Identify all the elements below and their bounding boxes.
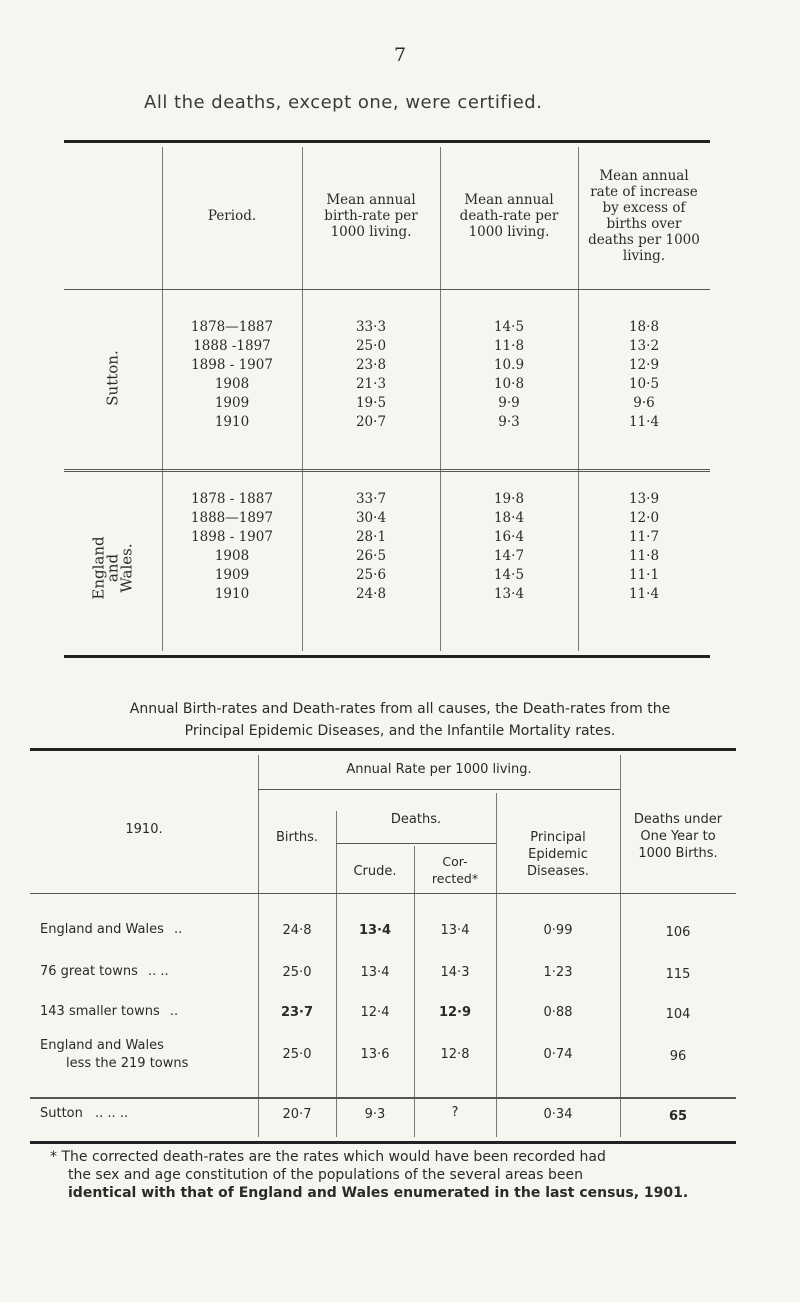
footnote-line: * The corrected death-rates are the rates which would have been recorded had: [50, 1149, 606, 1165]
header-epidemic: Principal Epidemic Diseases.: [526, 830, 590, 879]
header-rule: [64, 289, 710, 290]
row-label: England and Wales less the 219 towns: [40, 1038, 189, 1071]
rates-table: Period. Mean annual birth-rate per 1000 living. Mean annual death-rate per 1000 living. Mean annual rate of increase by excess of births over deaths per 1000 living. Sutton. 1878—1887 33·3 14·5 18·8 1888 -1897 25·0 11·8 13·2 1898 - 1907 23·8 10.9 12·9 1908 21·3 10·8 10·5 1909 19·5 9·9 9·6 1910 20·7 9·3 11·4 England and Wales. 1878 - 1887 33·7 19·8 13·9 1888—1897 30·4 18·4 12·0 1898 - 1907 28·1 16·4 11·7 1908 26·5 14·7 11·8 1909 25·6 14·5 11·1 1910 24·8 13·4 11·4: [64, 140, 710, 658]
epidemic-value: 0·34: [543, 1107, 573, 1122]
row-label: Sutton .. .. ..: [40, 1106, 129, 1121]
epidemic-value: 0·74: [543, 1047, 573, 1062]
crude-value: 13·6: [360, 1047, 390, 1062]
births-value: 20·7: [282, 1107, 312, 1122]
sutton-rule: [30, 1097, 736, 1099]
header-year: 1910.: [125, 822, 163, 837]
header-rule: [336, 843, 496, 844]
section-label-england-wales: England and Wales.: [90, 536, 136, 600]
row-label: 143 smaller towns ..: [40, 1004, 179, 1019]
births-value: 24·8: [282, 923, 312, 938]
header-death-rate: Mean annual death-rate per 1000 living.: [459, 192, 559, 240]
infant-mortality-value: 104: [665, 1007, 691, 1022]
column-divider: [258, 755, 259, 1137]
corrected-value: 13·4: [440, 923, 470, 938]
corrected-value: ?: [451, 1105, 459, 1120]
header-under-one: Deaths under One Year to 1000 Births.: [633, 812, 723, 861]
section-rule: [64, 469, 710, 472]
corrected-value: 14·3: [440, 965, 470, 980]
header-births: Births.: [275, 830, 319, 845]
header-rule: [258, 789, 620, 790]
section-label-sutton: Sutton.: [104, 350, 123, 406]
header-birth-rate: Mean annual birth-rate per 1000 living.: [324, 192, 418, 240]
infant-mortality-value: 115: [665, 967, 691, 982]
infant-mortality-value: 106: [665, 925, 691, 940]
header-rule: [30, 893, 736, 894]
infant-mortality-value: 96: [669, 1049, 687, 1064]
intro-text: All the deaths, except one, were certified.: [144, 92, 543, 113]
table-caption: [60, 698, 740, 742]
births-value: 23·7: [280, 1005, 314, 1020]
header-corrected: Cor- rected*: [431, 854, 479, 886]
page-number: 7: [393, 44, 407, 66]
header-crude: Crude.: [353, 864, 397, 879]
caption-line: Principal Epidemic Diseases, and the Infantile Mortality rates.: [184, 723, 616, 739]
corrected-value: 12·8: [440, 1047, 470, 1062]
comparison-table: [30, 748, 736, 1144]
column-divider: [620, 755, 621, 1137]
corrected-value: 12·9: [438, 1005, 472, 1020]
footnote-line: the sex and age constitution of the populations of the several areas been: [68, 1167, 583, 1183]
header-period: Period.: [207, 208, 257, 224]
header-deaths: Deaths.: [390, 812, 442, 827]
header-increase-rate: Mean annual rate of increase by excess of births over deaths per 1000 living.: [588, 168, 700, 264]
births-value: 25·0: [282, 1047, 312, 1062]
epidemic-value: 1·23: [543, 965, 573, 980]
crude-value: 13·4: [360, 965, 390, 980]
row-label: England and Wales ..: [40, 922, 183, 937]
infant-mortality-value: 65: [668, 1109, 688, 1124]
crude-value: 13·4: [358, 923, 392, 938]
crude-value: 9·3: [364, 1107, 386, 1122]
crude-value: 12·4: [360, 1005, 390, 1020]
footnote: [50, 1148, 750, 1202]
births-value: 25·0: [282, 965, 312, 980]
footnote-line: identical with that of England and Wales enumerated in the last census, 1901.: [68, 1185, 689, 1201]
caption-line: Annual Birth-rates and Death-rates from all causes, the Death-rates from the: [129, 701, 671, 717]
column-divider: [414, 846, 415, 1137]
epidemic-value: 0·88: [543, 1005, 573, 1020]
epidemic-value: 0·99: [543, 923, 573, 938]
header-annual-rate: Annual Rate per 1000 living.: [346, 762, 532, 777]
row-label: 76 great towns .. ..: [40, 964, 169, 979]
